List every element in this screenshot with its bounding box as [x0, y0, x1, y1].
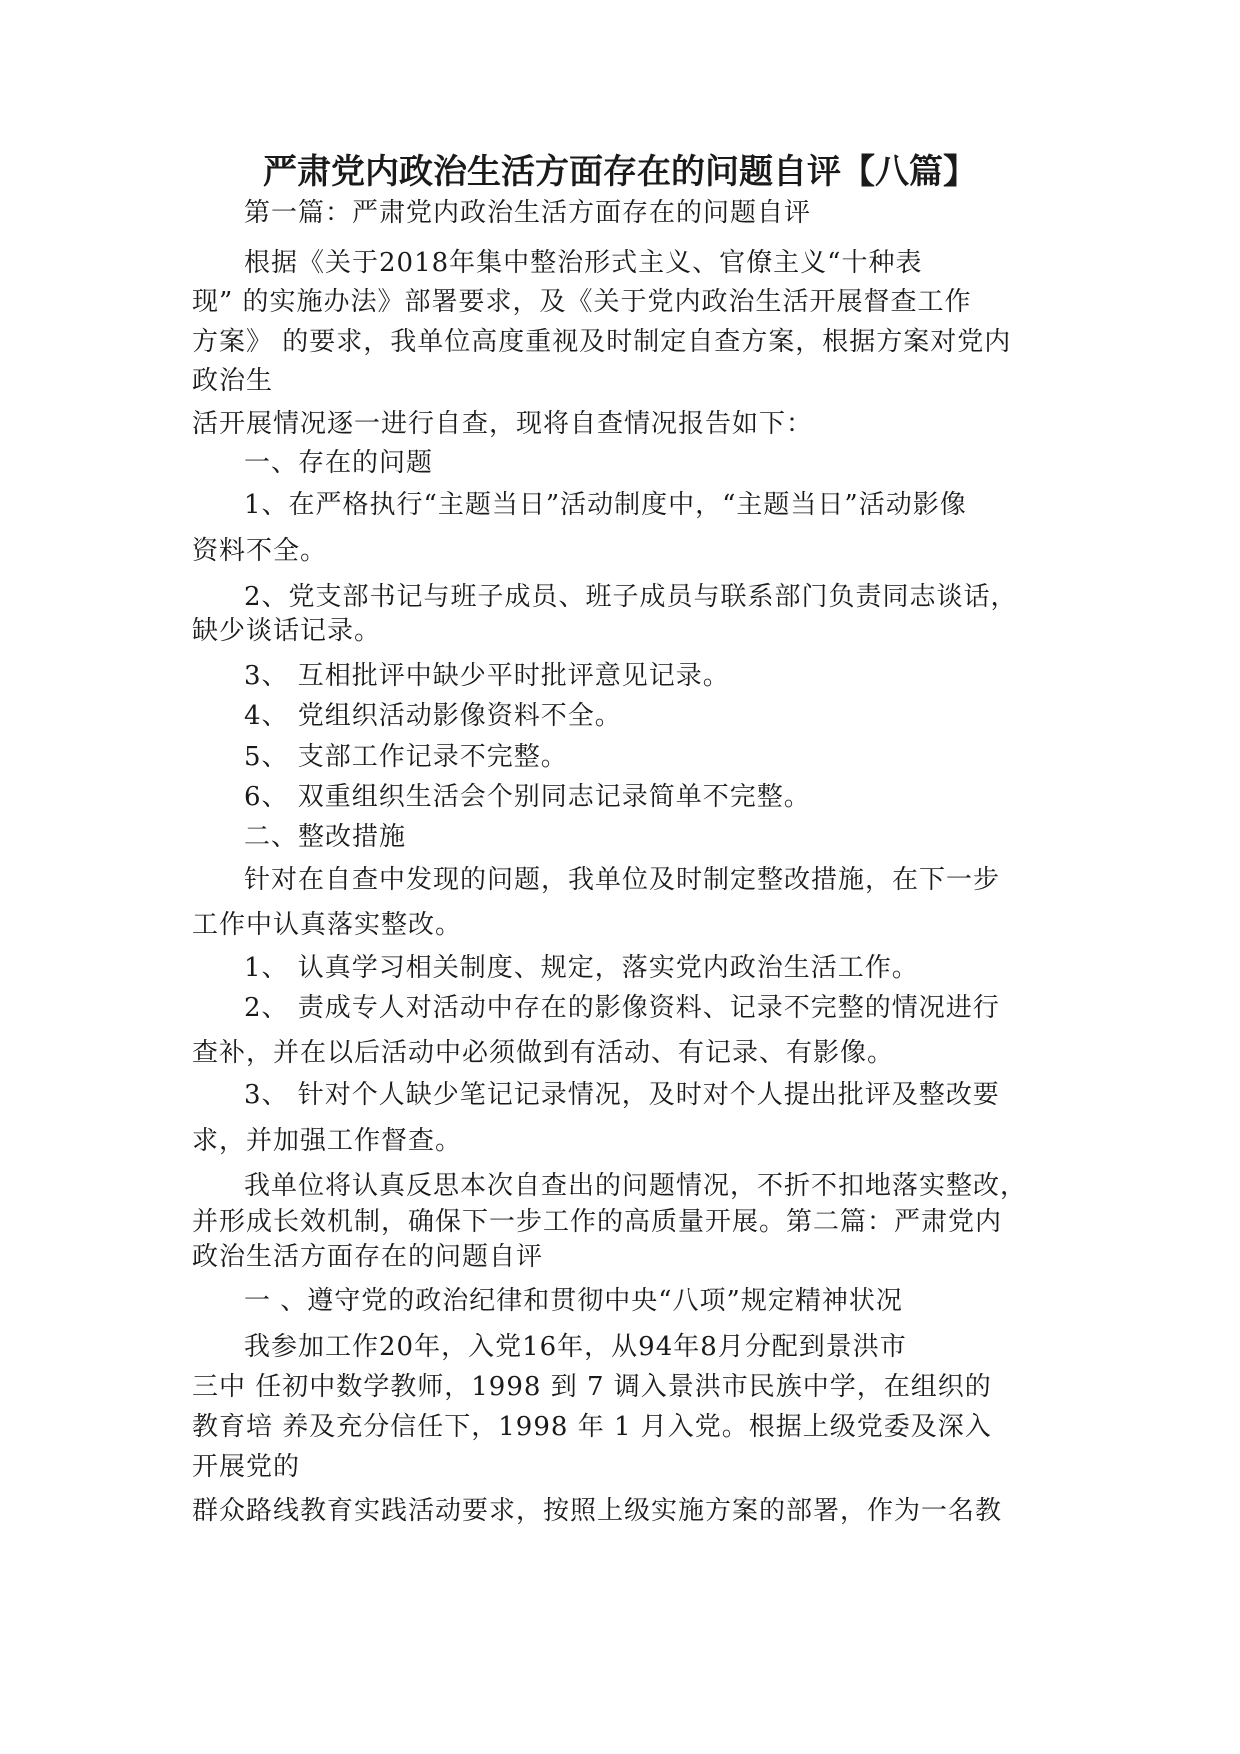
list-item: 1、在严格执行“主题当日”活动制度中，“主题当日”活动影像 [244, 490, 967, 520]
list-item: 2、党支部书记与班子成员、班子成员与联系部门负责同志谈话， [244, 582, 1018, 612]
list-item-continued: 查补，并在以后活动中必须做到有活动、有记录、有影像。 [192, 1038, 895, 1068]
list-item-continued: 资料不全。 [192, 536, 328, 566]
paragraph-line: 教育培 养及充分信任下，1998 年 1 月入党。根据上级党委及深入 [192, 1412, 992, 1442]
section-heading-2: 一 、遵守党的政治纪律和贯彻中央“八项”规定精神状况 [244, 1286, 903, 1316]
paragraph-line: 群众路线教育实践活动要求，按照上级实施方案的部署，作为一名教 [192, 1496, 1003, 1526]
subheading-measures: 二、整改措施 [244, 822, 407, 852]
paragraph-line: 现” 的实施办法》部署要求，及《关于党内政治生活开展督查工作 [192, 287, 972, 317]
paragraph-line: 开展党的 [192, 1452, 301, 1482]
list-item: 4、 党组织活动影像资料不全。 [244, 701, 622, 731]
paragraph-line: 我单位将认真反思本次自查出的问题情况，不折不扣地落实整改， [244, 1171, 1028, 1201]
list-item: 5、 支部工作记录不完整。 [244, 742, 568, 772]
paragraph-line: 三中 任初中数学教师，1998 到 7 调入景洪市民族中学，在组织的 [192, 1372, 992, 1402]
paragraph-line: 工作中认真落实整改。 [192, 910, 463, 940]
paragraph-line: 政治生 [192, 366, 274, 396]
document-title: 严肃党内政治生活方面存在的问题自评【八篇】 [263, 152, 977, 192]
list-item: 1、 认真学习相关制度、规定，落实党内政治生活工作。 [244, 953, 919, 983]
paragraph-line: 我参加工作20年，入党16年，从94年8月分配到景洪市 [244, 1332, 907, 1362]
list-item: 2、 责成专人对活动中存在的影像资料、记录不完整的情况进行 [244, 993, 1000, 1023]
list-item-continued: 求，并加强工作督查。 [192, 1126, 463, 1156]
paragraph-line: 活开展情况逐一进行自查，现将自查情况报告如下： [192, 409, 814, 439]
paragraph-line: 并形成长效机制，确保下一步工作的高质量开展。第二篇：严肃党内 [192, 1207, 1003, 1237]
list-item: 3、 针对个人缺少笔记记录情况，及时对个人提出批评及整改要 [244, 1080, 1000, 1110]
section-heading-1: 第一篇：严肃党内政治生活方面存在的问题自评 [244, 198, 812, 228]
list-item-continued: 缺少谈话记录。 [192, 616, 382, 646]
paragraph-line: 针对在自查中发现的问题，我单位及时制定整改措施，在下一步 [244, 865, 1001, 895]
paragraph-line: 政治生活方面存在的问题自评 [192, 1242, 544, 1272]
list-item: 6、 双重组织生活会个别同志记录简单不完整。 [244, 782, 811, 812]
list-item: 3、 互相批评中缺少平时批评意见记录。 [244, 661, 730, 691]
paragraph-line: 方案》 的要求，我单位高度重视及时制定自查方案，根据方案对党内 [192, 327, 1012, 357]
paragraph-line: 根据《关于2018年集中整治形式主义、官僚主义“十种表 [244, 248, 923, 278]
subheading-problems: 一、存在的问题 [244, 448, 434, 478]
